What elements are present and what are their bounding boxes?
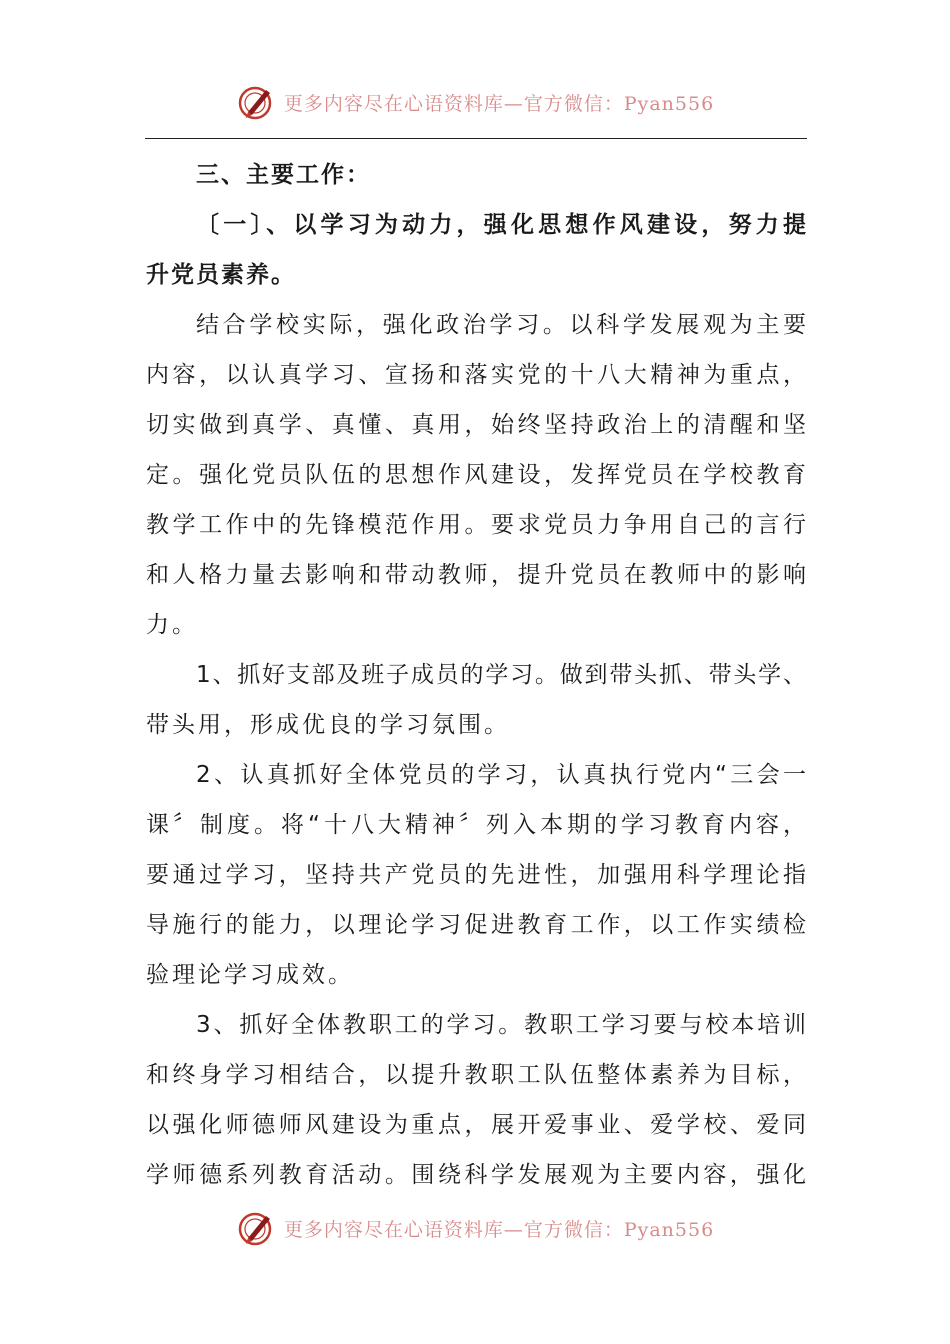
paragraph-2 xyxy=(146,650,806,750)
paragraph-line: 带头用，形成优良的学习氛围。 xyxy=(146,712,510,738)
paragraph-line: 以强化师德师风建设为重点，展开爱事业、爱学校、爱同 xyxy=(146,1112,806,1138)
header-watermark xyxy=(0,80,950,124)
paragraph-line: 学师德系列教育活动。围绕科学发展观为主要内容，强化 xyxy=(146,1162,806,1188)
paragraph-1 xyxy=(146,300,806,650)
paragraph-line: 切实做到真学、真懂、真用，始终坚持政治上的清醒和坚 xyxy=(146,412,806,438)
footer-watermark xyxy=(0,1206,950,1250)
paragraph-line: 和人格力量去影响和带动教师，提升党员在教师中的影响 xyxy=(146,562,806,588)
pen-circle-logo-icon xyxy=(236,82,276,122)
paragraph-line: 1、抓好支部及班子成员的学习。做到带头抓、带头学、 xyxy=(196,662,806,688)
paragraph-line: 导施行的能力，以理论学习促进教育工作，以工作实绩检 xyxy=(146,912,806,938)
paragraph-line: 定。强化党员队伍的思想作风建设，发挥党员在学校教育 xyxy=(146,462,806,488)
paragraph-line: 课〞制度。将“十八大精神〞列入本期的学习教育内容， xyxy=(146,812,806,838)
paragraph-line: 内容，以认真学习、宣扬和落实党的十八大精神为重点， xyxy=(146,362,806,388)
paragraph-line: 教学工作中的先锋模范作用。要求党员力争用自己的言行 xyxy=(146,512,806,538)
paragraph-line: 验理论学习成效。 xyxy=(146,962,354,988)
subsection-title-line-1: 〔一〕、以学习为动力，强化思想作风建设，努力提 xyxy=(196,212,806,238)
paragraph-line: 3、抓好全体教职工的学习。教职工学习要与校本培训 xyxy=(196,1012,806,1038)
watermark-text: 更多内容尽在心语资料库—官方微信：Pyan556 xyxy=(283,92,715,115)
pen-circle-logo-icon xyxy=(236,1208,276,1248)
paragraph-4 xyxy=(146,1000,806,1200)
paragraph-line: 和终身学习相结合，以提升教职工队伍整体素养为目标， xyxy=(146,1062,806,1088)
paragraph-3 xyxy=(146,750,806,1000)
paragraph-line: 2、认真抓好全体党员的学习，认真执行党内“三会一 xyxy=(196,762,806,788)
section-title: 三、主要工作： xyxy=(196,162,371,188)
watermark-text: 更多内容尽在心语资料库—官方微信：Pyan556 xyxy=(283,1218,715,1241)
document-body xyxy=(146,150,806,1200)
paragraph-line: 力。 xyxy=(146,612,198,638)
paragraph-line: 要通过学习，坚持共产党员的先进性，加强用科学理论指 xyxy=(146,862,806,888)
paragraph-line: 结合学校实际，强化政治学习。以科学发展观为主要 xyxy=(196,312,806,338)
subsection-title-line-2: 升党员素养。 xyxy=(146,262,296,288)
header-rule xyxy=(145,138,807,139)
